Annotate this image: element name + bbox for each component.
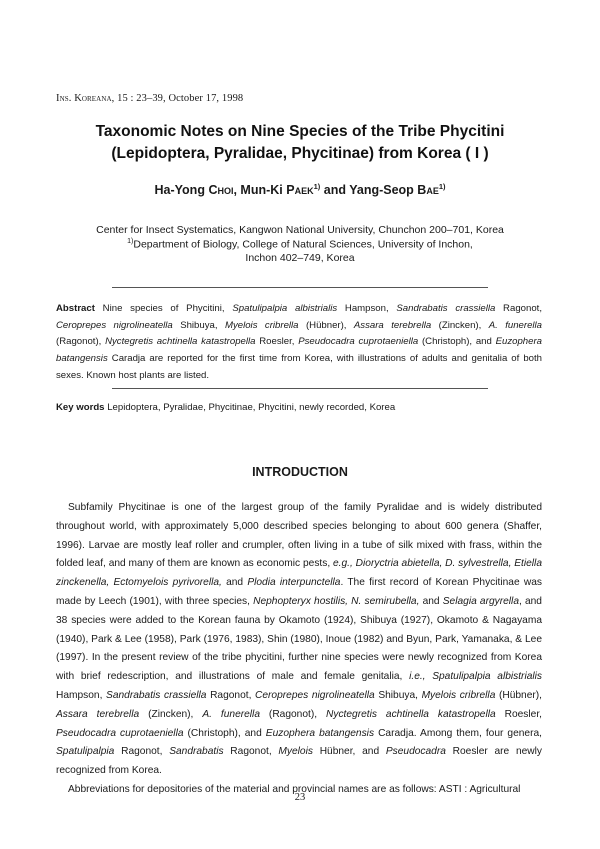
abstract-text: Nine species of Phycitini, [94, 303, 233, 314]
body-text: , and 38 species were added to the Korean fauna by Okamoto (1924), Shibuya (1927), Okamoto & Nagayama (1940), Park & Lee (1958), Park (1976, 1983), Shin (1980), Inoue (1982) and Byun, Park, Yamanaka, & Lee (1997). In the present review of the tribe phycitini, further nine species were newly recognized from Korea with brief redescription, and illustrations of male and female genitalia, [56, 595, 542, 683]
species-name: Pseudocadra cuprotaeniella [56, 727, 184, 739]
species-name: Sandrabatis crassiella [106, 689, 207, 701]
body-text: Ragonot, [223, 746, 279, 758]
species-name: Euzophera batangensis [265, 727, 375, 739]
species-name: Plodia interpunctella [247, 577, 341, 589]
body-text: . The first record of Korean Phycitinae was made by Leech (1901), with three species, [56, 577, 542, 607]
body-text: Caradja. Among them, four genera, [374, 727, 542, 739]
keywords-label: Key words [56, 402, 105, 413]
abstract-text: Hampson, [337, 303, 397, 314]
journal-citation [56, 93, 243, 104]
author-given-name: Mun-Ki [240, 183, 287, 198]
species-name: Assara terebrella [56, 708, 140, 720]
divider [112, 287, 488, 288]
affiliation-line: Center for Insect Systematics, Kangwon National University, Chunchon 200–701, Korea [96, 224, 504, 236]
body-text: and [221, 577, 248, 589]
body-text: Hampson, [56, 689, 107, 701]
affiliation-line: Inchon 402–749, Korea [245, 252, 355, 264]
body-text: (Hübner), [495, 689, 542, 701]
affiliation-line [0, 238, 600, 251]
keywords-text: Lepidoptera, Pyralidae, Phycitinae, Phycitini, newly recorded, Korea [104, 402, 396, 413]
abstract-text: (Hübner), [298, 319, 354, 331]
body-text: (Ragonot), [259, 708, 327, 720]
author-family-name: Choi [208, 183, 234, 198]
keywords-line [56, 402, 395, 413]
author-given-name: Ha-Yong [154, 183, 209, 198]
body-text: (Christoph), and [183, 727, 266, 739]
abstract-block [56, 301, 542, 385]
journal-name: Ins. Koreana [56, 93, 112, 104]
genus-name: Spatulipalpia [56, 746, 115, 758]
page-number: 23 [294, 792, 306, 803]
species-name: Selagia argyrella [442, 595, 519, 607]
species-name: Sandrabatis crassiella [396, 303, 496, 314]
body-text: Roesler are newly recognized from Korea. [56, 746, 543, 777]
author-separator: and [320, 183, 350, 198]
abbreviation: i.e., [409, 671, 426, 683]
body-text: Ragonot, [114, 746, 170, 758]
section-heading: INTRODUCTION [252, 465, 348, 479]
author-list [0, 182, 600, 197]
abbreviation: e.g., [333, 558, 353, 570]
paragraph [56, 499, 542, 781]
genus-name: Pseudocadra [385, 746, 446, 758]
abstract-text: Shibuya, [172, 319, 225, 331]
species-name: Nyctegretis achtinella katastropella [105, 336, 256, 348]
species-name: Nephopteryx hostilis, N. semirubella, [253, 595, 420, 607]
body-text: Subfamily Phycitinae is one of the largest group of the family Pyralidae and is widely distributed throughout world, with approximately 5,000 described species belonging to about 600 genera (Shaffer, 1996). Larvae are mostly leaf roller and crumpler, often living in a tube of silk mixed with frass, within the folded leaf, and many of them are known as economic pests, [56, 502, 542, 570]
affiliation-text: Department of Biology, College of Natural Sciences, University of Inchon, [133, 238, 473, 251]
genus-name: Sandrabatis [169, 746, 224, 758]
species-name: Nyctegretis achtinella katastropella [326, 708, 496, 720]
species-name: Ceroprepes nigrolineatella [56, 319, 173, 331]
species-name: Myelois cribrella [421, 689, 496, 701]
species-name: Assara terebrella [353, 319, 432, 331]
species-name: A. funerella [488, 319, 543, 331]
species-name: Dioryctria abietella, D. sylvestrella, Etiella zinckenella, Ectomyelois pyrivorella, [56, 558, 542, 589]
abstract-text: (Christoph), and [418, 336, 496, 348]
abstract-text: Roesler, [255, 336, 299, 348]
divider [112, 388, 488, 389]
abstract-label: Abstract [56, 303, 95, 314]
abstract-text: (Zincken), [431, 319, 489, 331]
species-name: Ceroprepes nigrolineatella [255, 689, 375, 701]
body-text: Roesler, [495, 708, 542, 720]
abstract-text: Caradja are reported for the first time from Korea, with illustrations of adults and genitalia of both sexes. Known host plants are listed. [56, 353, 542, 381]
affiliation-mark: 1) [313, 182, 321, 191]
species-name: Euzophera batangensis [56, 336, 543, 365]
article-title-line-2: (Lepidoptera, Pyralidae, Phycitinae) from Korea ( I ) [111, 145, 489, 162]
article-title-line-1: Taxonomic Notes on Nine Species of the Tribe Phycitini [95, 123, 505, 140]
body-text: Hübner, and [312, 746, 386, 758]
genus-name: Myelois [278, 746, 313, 758]
species-name: A. funerella [202, 708, 260, 720]
species-name: Spatulipalpia albistrialis [425, 671, 543, 683]
species-name: Spatulipalpia albistrialis [232, 303, 338, 314]
author-separator: , [233, 183, 241, 198]
body-text: (Zincken), [139, 708, 203, 720]
body-text: and [419, 595, 443, 607]
affiliation-mark: 1) [127, 238, 134, 245]
body-text: Ragonot, [206, 689, 256, 701]
author-given-name: Yang-Seop [349, 183, 418, 198]
abstract-text: (Ragonot), [56, 336, 106, 348]
body-text: Shibuya, [374, 689, 422, 701]
citation-details: , 15 : 23–39, October 17, 1998 [111, 93, 244, 104]
affiliation-mark: 1) [438, 182, 446, 191]
introduction-body [56, 499, 542, 800]
author-family-name: Paek [286, 183, 314, 198]
species-name: Pseudocadra cuprotaeniella [298, 336, 419, 348]
species-name: Myelois cribrella [224, 319, 299, 331]
abstract-text: Ragonot, [495, 303, 542, 314]
author-family-name: Bae [417, 183, 439, 198]
paragraph: Abbreviations for depositories of the material and provincial names are as follows: ASTI : Agricultural [68, 783, 521, 795]
